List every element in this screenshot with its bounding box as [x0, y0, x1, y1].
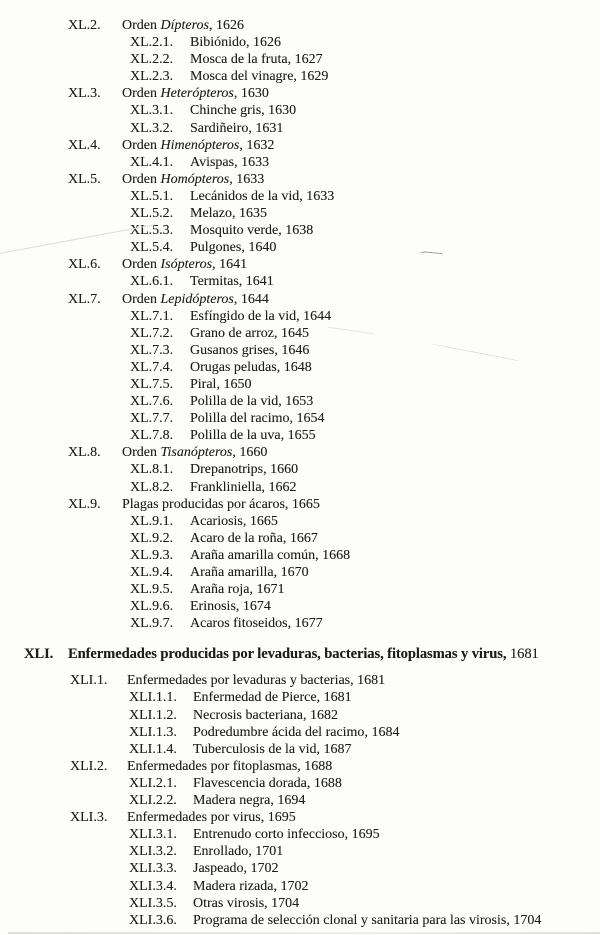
- entry-number: XL.9.6.: [130, 599, 174, 615]
- entry-taxon-name: Lepidópteros: [160, 291, 234, 307]
- entry-text: Erinosis, 1674: [190, 599, 271, 615]
- entry-text: Melazo, 1635: [190, 206, 267, 222]
- entry-number: XL.7.4.: [130, 359, 174, 375]
- entry-text: Orugas peludas, 1648: [190, 359, 312, 375]
- entry-text: Orden Dípteros, 1626: [122, 18, 244, 33]
- toc-entry-xl-3-1: [0, 102, 600, 119]
- entry-number: XLI.2.1.: [129, 775, 177, 791]
- entry-text: Polilla de la uva, 1655: [190, 428, 316, 444]
- entry-text: Termitas, 1641: [190, 274, 274, 290]
- entry-text: Enrollado, 1701: [193, 844, 284, 860]
- toc-entry-xl-5-3: [0, 222, 600, 239]
- entry-number: XL.9.2.: [130, 530, 174, 546]
- chapter-title-text: Enfermedades producidas por levaduras, bacterias, fitoplasmas y virus,: [68, 646, 507, 663]
- entry-number: XLI.1.1.: [129, 690, 177, 706]
- entry-taxon-name: Tisanópteros: [160, 445, 233, 461]
- entry-text: Sardiñeiro, 1631: [190, 120, 284, 136]
- entry-number: XL.9.: [68, 496, 101, 512]
- toc-entry-xl-7: [0, 291, 600, 308]
- entry-text: Orden Heterópteros, 1630: [122, 86, 269, 102]
- entry-text: Tuberculosis de la vid, 1687: [193, 741, 352, 757]
- toc-entry-xl-7-7: [0, 410, 600, 427]
- entry-text: Acaros fitoseidos, 1677: [190, 616, 323, 632]
- toc-entry-xl-9-2: [0, 530, 600, 547]
- entry-number: XLI.2.2.: [129, 793, 177, 809]
- toc-entry-xli-3: [0, 809, 600, 826]
- entry-number: XL.7.: [68, 291, 101, 307]
- toc-section-xli: [0, 663, 600, 928]
- toc-entry-xl-9-7: [0, 615, 600, 632]
- entry-number: XL.9.1.: [130, 513, 174, 529]
- entry-number: XL.5.: [68, 171, 101, 187]
- entry-number: XL.2.: [68, 18, 101, 33]
- entry-number: XL.3.1.: [130, 103, 174, 119]
- entry-text: Plagas producidas por ácaros, 1665: [122, 496, 320, 512]
- entry-text: Araña roja, 1671: [190, 582, 285, 598]
- entry-text: Otras virosis, 1704: [193, 895, 300, 911]
- entry-number: XL.6.: [68, 257, 101, 273]
- entry-number: XL.8.: [68, 445, 101, 461]
- entry-text: Lecánidos de la vid, 1633: [190, 188, 335, 204]
- entry-number: XL.4.: [68, 137, 101, 153]
- entry-text: Enfermedades por virus, 1695: [127, 810, 296, 826]
- entry-number: XLI.1.: [70, 673, 108, 689]
- toc-entry-xl-9-4: [0, 564, 600, 581]
- toc-entry-xli-1-3: [0, 724, 600, 741]
- toc-entry-xl-2-1: [0, 34, 600, 51]
- toc-entry-xl-7-5: [0, 376, 600, 393]
- entry-text: Polilla de la vid, 1653: [190, 394, 314, 410]
- toc-entry-xl-9-3: [0, 547, 600, 564]
- entry-text: Orden Lepidópteros, 1644: [122, 291, 269, 307]
- entry-text: Bibiónido, 1626: [190, 35, 282, 51]
- chapter-number: XLI.: [24, 646, 54, 663]
- entry-text: Entrenudo corto infeccioso, 1695: [193, 827, 380, 843]
- entry-number: XLI.3.1.: [129, 827, 177, 843]
- entry-text: Polilla del racimo, 1654: [190, 411, 325, 427]
- toc-entry-xl-3-2: [0, 120, 600, 137]
- entry-number: XL.2.3.: [130, 69, 174, 85]
- toc-entry-xli-1-2: [0, 707, 600, 724]
- toc-entry-xli-1: [0, 672, 600, 689]
- entry-taxon-name: Isópteros: [160, 257, 213, 273]
- entry-text: Enfermedad de Pierce, 1681: [193, 690, 352, 706]
- entry-number: XLI.3.3.: [129, 861, 177, 877]
- entry-text: Enfermedades por levaduras y bacterias, 1681: [127, 673, 386, 689]
- entry-number: XL.5.2.: [130, 206, 174, 222]
- toc-entry-xl-8: [0, 444, 600, 461]
- toc-entry-xli-2: [0, 758, 600, 775]
- entry-text: Pulgones, 1640: [190, 240, 277, 256]
- toc-entry-xl-7-3: [0, 342, 600, 359]
- entry-text: Mosquito verde, 1638: [190, 223, 314, 239]
- toc-entry-xli-3-2: [0, 843, 600, 860]
- toc-entry-xli-3-4: [0, 878, 600, 895]
- entry-text: Gusanos grises, 1646: [190, 342, 310, 358]
- toc-entry-xl-2-2: [0, 51, 600, 68]
- toc-entry-xl-5: [0, 171, 600, 188]
- toc-entry-xl-8-1: [0, 461, 600, 478]
- entry-text: Araña amarilla, 1670: [190, 565, 309, 580]
- toc-entry-xl-5-2: [0, 205, 600, 222]
- chapter-page-number: 1681: [509, 646, 539, 663]
- entry-number: XL.5.3.: [130, 223, 174, 239]
- toc-entry-xl-9-6: [0, 598, 600, 615]
- toc-entry-xl-9-1: [0, 513, 600, 530]
- entry-number: XL.3.: [68, 86, 101, 102]
- toc-entry-xl-6-1: [0, 273, 600, 290]
- entry-number: XL.7.3.: [130, 342, 174, 358]
- toc-entry-xl-7-8: [0, 427, 600, 444]
- entry-number: XL.5.4.: [130, 240, 174, 256]
- entry-text: Orden Homópteros, 1633: [122, 171, 265, 187]
- entry-number: XL.7.5.: [130, 376, 174, 392]
- toc-entry-xli-2-1: [0, 775, 600, 792]
- entry-taxon-name: Himenópteros: [160, 137, 240, 153]
- scan-edge-shadow: [8, 932, 600, 934]
- entry-number: XLI.1.3.: [129, 724, 177, 740]
- entry-text: Orden Tisanópteros, 1660: [122, 445, 268, 461]
- entry-text: Flavescencia dorada, 1688: [193, 775, 342, 791]
- entry-text: Orden Isópteros, 1641: [122, 257, 248, 273]
- entry-number: XL.5.1.: [130, 188, 174, 204]
- toc-entry-xli-3-1: [0, 826, 600, 843]
- entry-number: XL.7.2.: [130, 325, 174, 341]
- toc-entry-xl-7-2: [0, 325, 600, 342]
- entry-taxon-name: Dípteros: [160, 18, 209, 33]
- entry-number: XL.9.4.: [130, 565, 174, 580]
- toc-entry-xl-4-1: [0, 154, 600, 171]
- entry-text: Madera negra, 1694: [193, 793, 306, 809]
- entry-text: Enfermedades por fitoplasmas, 1688: [127, 758, 333, 774]
- entry-number: XL.3.2.: [130, 120, 174, 136]
- entry-text: Chinche gris, 1630: [190, 103, 297, 119]
- toc-entry-xl-5-4: [0, 239, 600, 256]
- entry-text: Mosca de la fruta, 1627: [190, 52, 323, 68]
- entry-text: Piral, 1650: [190, 376, 252, 392]
- entry-text: Esfíngido de la vid, 1644: [190, 308, 332, 324]
- entry-number: XL.7.6.: [130, 394, 174, 410]
- toc-entry-xl-7-4: [0, 359, 600, 376]
- entry-number: XL.6.1.: [130, 274, 174, 290]
- toc-entry-xl-8-2: [0, 479, 600, 496]
- entry-text: Mosca del vinagre, 1629: [190, 69, 329, 85]
- entry-number: XL.2.2.: [130, 52, 174, 68]
- entry-number: XLI.3.: [70, 810, 108, 826]
- entry-text: Drepanotrips, 1660: [190, 462, 299, 478]
- entry-text: Acariosis, 1665: [190, 513, 278, 529]
- entry-number: XL.7.1.: [130, 308, 174, 324]
- entry-number: XL.7.7.: [130, 411, 174, 427]
- entry-number: XLI.1.2.: [129, 707, 177, 723]
- entry-number: XL.8.2.: [130, 479, 174, 495]
- toc-entry-xl-4: [0, 137, 600, 154]
- entry-number: XL.7.8.: [130, 428, 174, 444]
- toc-entry-xli-1-1: [0, 689, 600, 706]
- entry-number: XL.8.1.: [130, 462, 174, 478]
- entry-number: XL.9.3.: [130, 547, 174, 563]
- toc-entry-xli-1-4: [0, 741, 600, 758]
- toc-entry-xli-3-6: [0, 912, 600, 929]
- toc-entry-xl-7-1: [0, 308, 600, 325]
- toc-entry-xl-7-6: [0, 393, 600, 410]
- entry-text: Podredumbre ácida del racimo, 1684: [193, 724, 400, 740]
- toc-entry-xli-2-2: [0, 792, 600, 809]
- toc-entry-xl-9-5: [0, 581, 600, 598]
- toc-entry-xli-3-3: [0, 860, 600, 877]
- entry-taxon-name: Heterópteros: [160, 86, 234, 102]
- entry-number: XLI.3.4.: [129, 878, 177, 894]
- entry-number: XLI.1.4.: [129, 741, 177, 757]
- entry-text: Acaro de la roña, 1667: [190, 530, 318, 546]
- toc-entry-xl-3: [0, 85, 600, 102]
- entry-number: XLI.2.: [70, 758, 108, 774]
- entry-number: XL.2.1.: [130, 35, 174, 51]
- entry-text: Programa de selección clonal y sanitaria para las virosis, 1704: [193, 912, 542, 928]
- entry-text: Madera rizada, 1702: [193, 878, 309, 894]
- entry-number: XL.9.5.: [130, 582, 174, 598]
- chapter-title: [68, 645, 539, 663]
- entry-number: XLI.3.6.: [129, 912, 177, 928]
- toc-entry-xli-3-5: [0, 895, 600, 912]
- entry-number: XLI.3.5.: [129, 895, 177, 911]
- toc-entry-xl-2: [0, 17, 600, 34]
- entry-text: Avispas, 1633: [190, 154, 270, 170]
- chapter-heading-xli: [0, 645, 600, 663]
- entry-text: Necrosis bacteriana, 1682: [193, 707, 338, 723]
- toc-entry-xl-5-1: [0, 188, 600, 205]
- entry-text: Frankliniella, 1662: [190, 479, 297, 495]
- entry-number: XL.4.1.: [130, 154, 174, 170]
- toc-entry-xl-2-3: [0, 68, 600, 85]
- entry-text: Orden Himenópteros, 1632: [122, 137, 275, 153]
- entry-text: Araña amarilla común, 1668: [190, 547, 351, 563]
- entry-number: XLI.3.2.: [129, 844, 177, 860]
- toc-entry-xl-6: [0, 256, 600, 273]
- entry-taxon-name: Homópteros: [160, 171, 230, 187]
- entry-text: Grano de arroz, 1645: [190, 325, 309, 341]
- toc-entry-xl-9: [0, 496, 600, 513]
- entry-number: XL.9.7.: [130, 616, 174, 632]
- entry-text: Jaspeado, 1702: [193, 861, 279, 877]
